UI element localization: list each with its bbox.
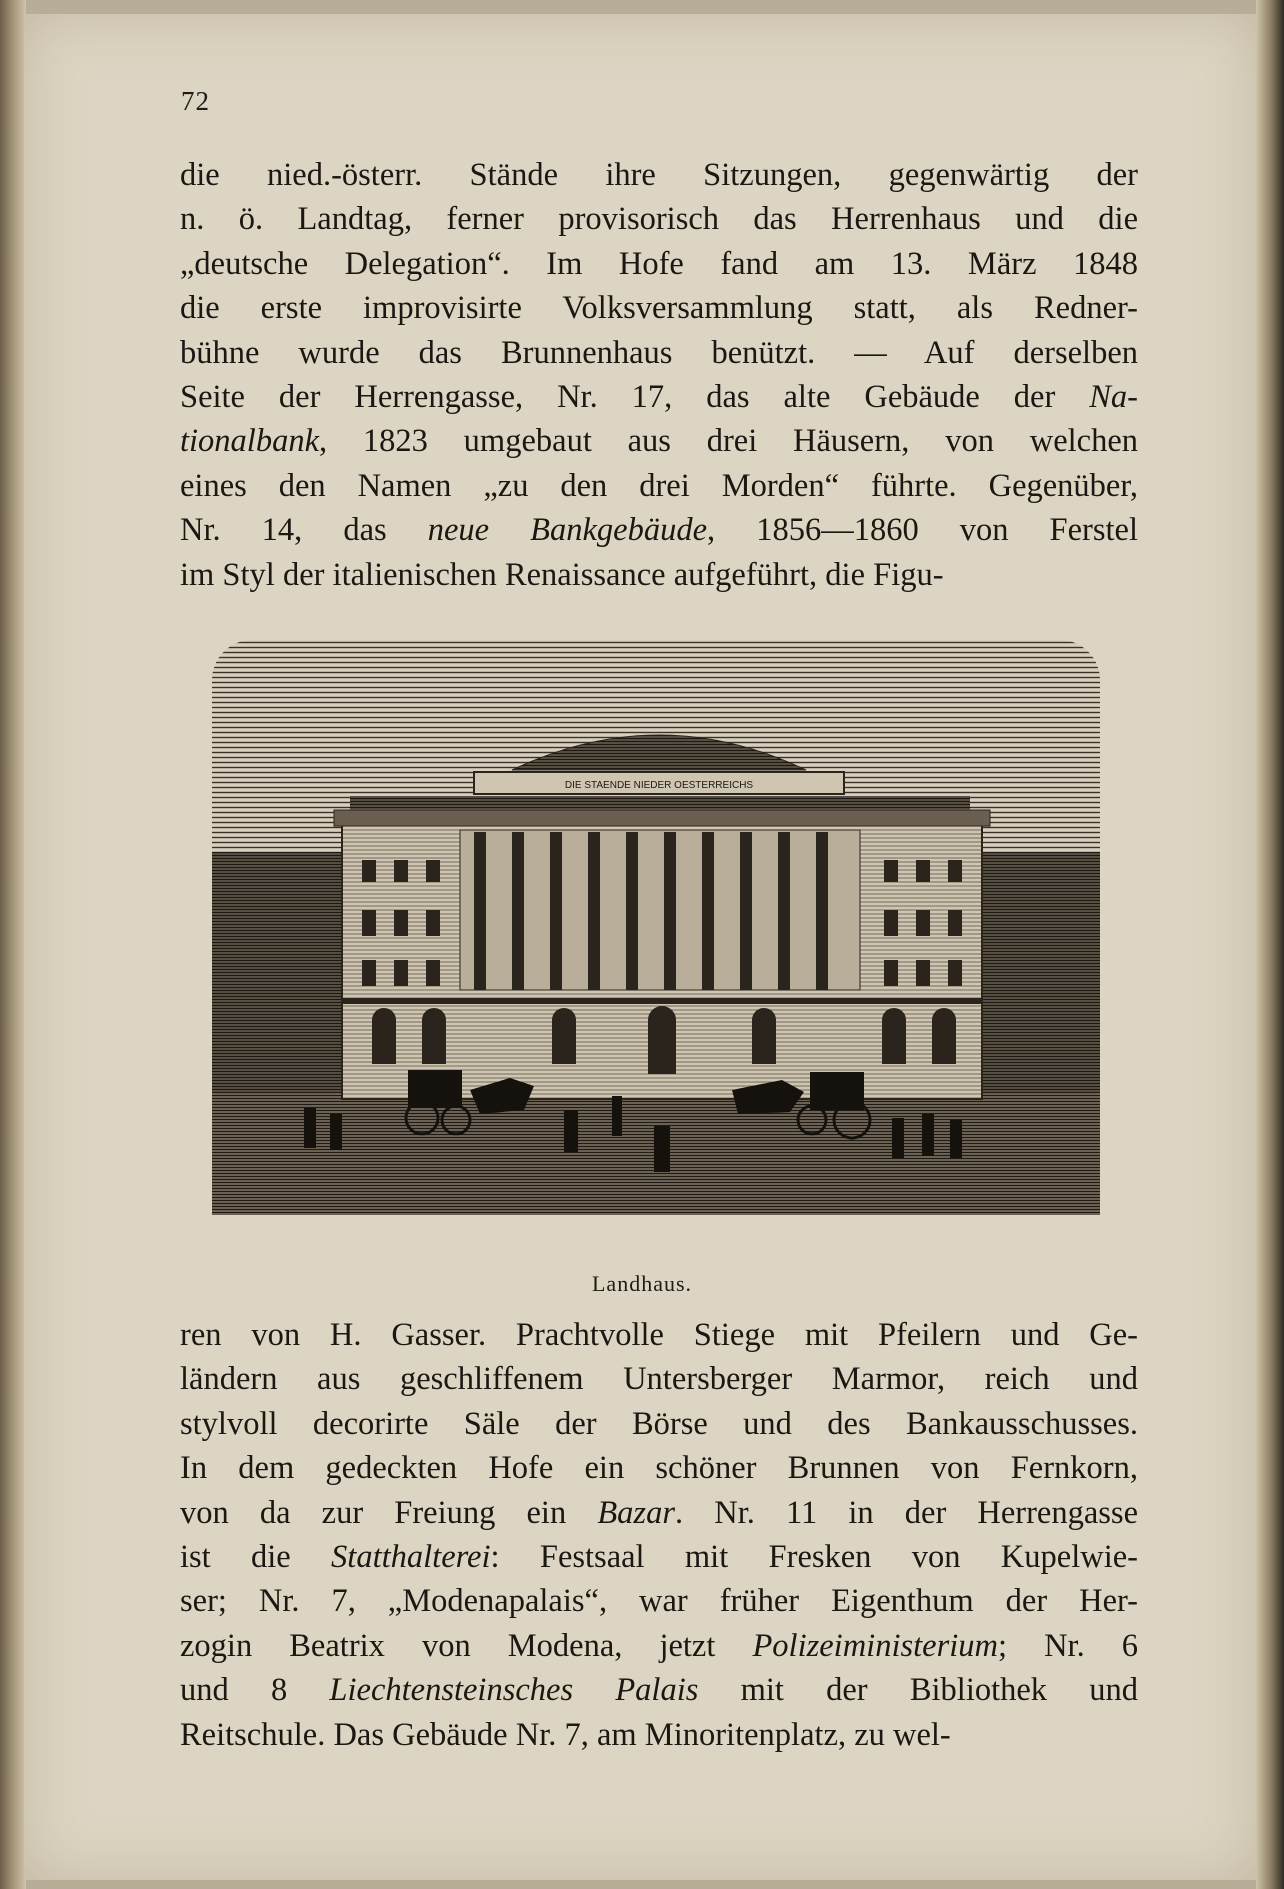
italic-segment: Statthalterei	[331, 1538, 491, 1575]
text-line	[180, 1624, 1138, 1668]
landhaus-engraving	[212, 620, 1100, 1232]
text-segment: In dem gedeckten Hofe ein schöner Brunnen von Fernkorn,	[180, 1450, 1138, 1487]
text-line	[180, 153, 1138, 197]
italic-segment: Liechtensteinsches Palais	[329, 1672, 699, 1709]
text-segment: die nied.-österr. Stände ihre Sitzungen, gegenwärtig der	[180, 157, 1138, 193]
text-segment: Seite der Herrengasse, Nr. 17, das alte Gebäude der	[180, 378, 1090, 415]
page-number: 72	[181, 86, 210, 116]
text-line	[180, 242, 1138, 286]
italic-segment: neue Bankgebäude	[427, 512, 708, 549]
italic-segment: tionalbank	[180, 423, 320, 460]
text-line	[180, 1357, 1138, 1401]
text-line	[180, 1579, 1138, 1623]
paragraph-bottom	[180, 1313, 1138, 1757]
text-segment: ländern aus geschliffenem Untersberger Marmor, reich und	[180, 1361, 1138, 1398]
italic-segment: Na-	[1089, 378, 1138, 415]
paragraph-top	[180, 153, 1138, 597]
text-segment: : Festsaal mit Fresken von Kupelwie-	[490, 1538, 1138, 1575]
text-line	[180, 419, 1138, 463]
text-segment: die erste improvisirte Volksversammlung statt, als Redner-	[180, 290, 1138, 327]
text-line	[180, 331, 1138, 375]
scan-edge-right	[1256, 0, 1284, 1889]
text-line	[180, 1491, 1138, 1535]
text-segment: und 8	[180, 1672, 330, 1709]
text-segment: zogin Beatrix von Modena, jetzt	[180, 1627, 753, 1664]
text-segment: Reitschule. Das Gebäude Nr. 7, am Minoritenplatz, zu wel-	[180, 1716, 951, 1753]
italic-segment: Polizeiministerium	[752, 1627, 998, 1664]
text-segment: ist die	[180, 1538, 332, 1575]
building-sign: DIE STAENDE NIEDER OESTERREICHS	[564, 780, 754, 791]
text-line	[180, 375, 1138, 419]
text-segment: bühne wurde das Brunnenhaus benützt. — Auf derselben	[180, 334, 1138, 371]
text-segment: ; Nr. 6	[997, 1627, 1138, 1664]
italic-segment: Bazar	[597, 1494, 675, 1531]
illustration-caption: Landhaus.	[591, 1271, 693, 1296]
text-line	[180, 464, 1138, 508]
text-segment: ser; Nr. 7, „Modenapalais“, war früher Eigenthum der Her-	[180, 1583, 1138, 1620]
text-segment: , 1856—1860 von Ferstel	[707, 512, 1138, 549]
text-segment: ren von H. Gasser. Prachtvolle Stiege mit Pfeilern und Ge-	[180, 1317, 1138, 1353]
text-segment: von da zur Freiung ein	[180, 1494, 598, 1531]
text-line	[180, 1313, 1138, 1357]
text-segment: eines den Namen „zu den drei Morden“ führte. Gegenüber,	[180, 467, 1138, 504]
text-line	[180, 286, 1138, 330]
text-segment: „deutsche Delegation“. Im Hofe fand am 13. März 1848	[180, 245, 1138, 282]
text-line	[180, 197, 1138, 241]
text-line	[180, 1402, 1138, 1446]
text-segment: Nr. 14, das	[180, 512, 428, 549]
text-line	[180, 1713, 1138, 1757]
text-segment: . Nr. 11 in der Herrengasse	[674, 1494, 1139, 1531]
text-line	[180, 508, 1138, 552]
text-segment: n. ö. Landtag, ferner provisorisch das Herrenhaus und die	[180, 201, 1138, 238]
text-line	[180, 1668, 1138, 1712]
text-segment: mit der Bibliothek und	[698, 1672, 1139, 1709]
text-line	[180, 553, 1138, 597]
scan-edge-left	[0, 0, 26, 1889]
text-segment: stylvoll decorirte Säle der Börse und des Bankausschusses.	[180, 1405, 1138, 1442]
text-line	[180, 1535, 1138, 1579]
text-segment: , 1823 umgebaut aus drei Häusern, von welchen	[319, 423, 1138, 460]
text-line	[180, 1446, 1138, 1490]
text-segment: im Styl der italienischen Renaissance aufgeführt, die Figu-	[180, 556, 944, 593]
